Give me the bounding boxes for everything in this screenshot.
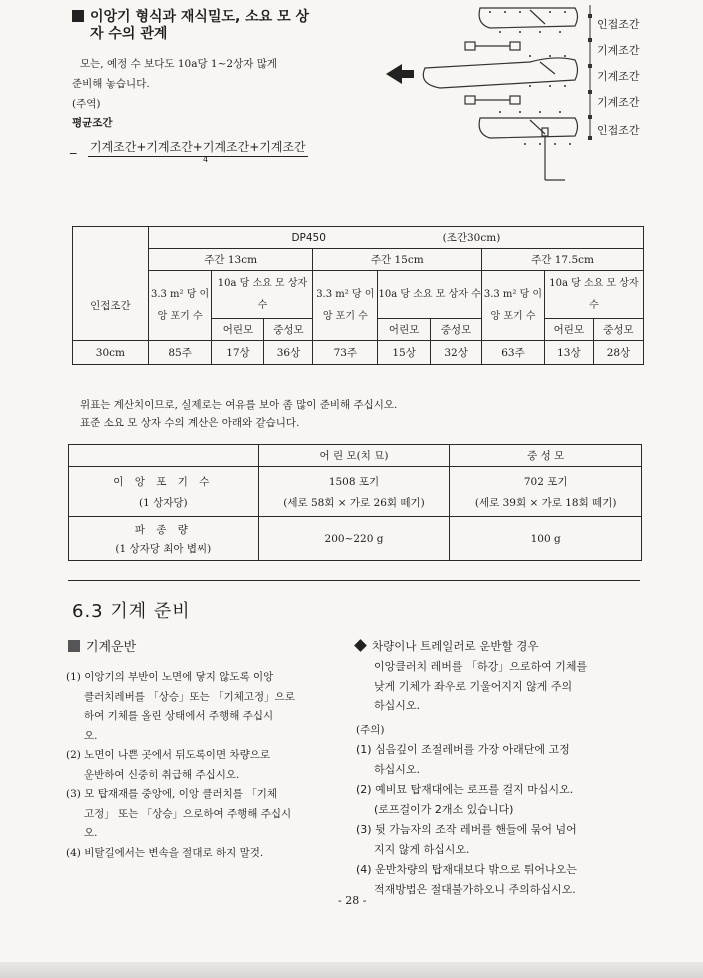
machine-middle (423, 58, 577, 104)
group-header-3: 주간 17.5cm (482, 249, 644, 271)
left-arrow-icon (386, 64, 414, 84)
formula-minus: _ (70, 140, 77, 155)
young-header-1: 어린모 (212, 319, 264, 341)
per-10a-header-3: 10a 당 소요 모 상자 수 (544, 271, 643, 319)
diamond-bullet-icon (354, 639, 367, 652)
young-cell-1: 17상 (212, 341, 264, 365)
right-list (356, 740, 656, 900)
mid-cell-3: 28상 (593, 341, 643, 365)
sub-heading-text: 기계운반 (86, 640, 137, 655)
para-line2: 준비해 놓습니다. (72, 78, 150, 90)
row-header: 인접조간 (73, 271, 149, 341)
machine-top (465, 8, 578, 50)
left-item-2a: (2) 노면이 나쁜 곳에서 뒤도록이면 차량으로 (66, 749, 270, 761)
t2-row2-label-main: 파 종 량 (134, 523, 192, 536)
machine-bottom (479, 118, 577, 180)
model-note: (조간30cm) (442, 232, 501, 244)
model-name: DP450 (291, 232, 326, 244)
plants-cell-2: 73주 (313, 341, 378, 365)
formula-numerator: 기계조간+기계조간+기계조간+기계조간 (88, 138, 308, 157)
square-bullet-icon (68, 640, 80, 652)
t2-col-mid: 중 성 모 (450, 445, 642, 467)
group-header-1: 주간 13cm (148, 249, 313, 271)
para-line1: 모는, 예정 수 보다도 10a당 1~2상자 많게 (80, 58, 278, 70)
mid-header-3: 중성모 (593, 319, 643, 341)
left-item-4: (4) 비탈길에서는 변속을 절대로 하지 말것. (66, 846, 264, 859)
model-header (148, 227, 643, 249)
t2-row2-mid: 100 g (450, 517, 642, 561)
t2-row1-label-main: 이 앙 포 기 수 (113, 475, 214, 488)
right-para-1: 이앙클러치 레버를 「하강」으로하여 기체를 (374, 660, 588, 673)
group-header-2: 주간 15cm (313, 249, 482, 271)
t2-row1-label-sub: (1 상자당) (139, 496, 188, 509)
left-list (66, 668, 346, 863)
right-para-3: 하십시오. (374, 699, 421, 712)
t2-row1-mid-main: 702 포기 (523, 475, 568, 488)
planting-diagram (380, 0, 703, 190)
square-bullet-icon (72, 10, 84, 22)
left-item-2b: 운반하여 신중히 취급해 주십시오. (84, 768, 240, 781)
per-area-header-1: 3.3 m² 당 이앙 포기 수 (148, 271, 212, 341)
left-item-3a: (3) 모 탑재재를 중앙에, 이앙 클러치를 「기체 (66, 788, 278, 800)
right-item-1a: (1) 심음깊이 조절레버를 가장 아래단에 고정 (356, 743, 570, 756)
per-area-header-2: 3.3 m² 당 이앙 포기 수 (313, 271, 378, 341)
per-10a-header-2: 10a 당 소요 모 상자 수 (378, 271, 482, 319)
right-heading-text: 차량이나 트레일러로 운반할 경우 (372, 639, 539, 653)
left-item-3c: 오. (84, 827, 98, 839)
right-item-1b: 하십시오. (374, 763, 421, 776)
sub-heading (68, 636, 136, 655)
right-item-3b: 지지 않게 하십시오. (374, 843, 470, 856)
young-cell-2: 15상 (378, 341, 431, 365)
right-heading (356, 638, 539, 654)
mid-cell-2: 32상 (431, 341, 482, 365)
section-title: 6.3 기계 준비 (72, 601, 191, 622)
page-number: - 28 - (338, 894, 367, 907)
per-10a-header-1: 10a 당 소요 모 상자 수 (212, 271, 313, 319)
right-para (374, 657, 664, 716)
t2-row2-young: 200~220 g (258, 517, 450, 561)
diagram-label-3: 기계조간 (597, 70, 640, 83)
right-item-4b: 적재방법은 절대불가하오니 주의하십시오. (374, 883, 576, 896)
formula-denominator: 4 (203, 155, 209, 164)
plants-cell-1: 85주 (148, 341, 212, 365)
left-item-1d: 오. (84, 729, 98, 742)
scan-edge (0, 962, 703, 978)
mid-text-line1: 위표는 계산치이므로, 실제로는 여유를 보아 좀 많이 준비해 주십시오. (80, 399, 398, 411)
seedling-table (68, 444, 642, 561)
right-para-2: 낮게 기체가 좌우로 기울어지지 않게 주의 (374, 679, 573, 693)
mid-text-line2: 표준 소요 모 상자 수의 계산은 아래와 같습니다. (80, 417, 300, 429)
plants-cell-3: 63주 (482, 341, 545, 365)
t2-row1-young-main: 1508 포기 (328, 475, 380, 488)
young-cell-3: 13상 (544, 341, 593, 365)
left-item-1c: 하여 기체를 올린 상태에서 주행해 주십시 (84, 710, 274, 722)
right-item-3a: (3) 뒷 가늠자의 조작 레버를 핸들에 묶어 넘어 (356, 823, 577, 836)
left-item-1b: 클러치레버를 「상승」또는 「기체고정」으로 (84, 690, 295, 703)
note-label: (주역) (72, 98, 101, 110)
young-header-2: 어린모 (378, 319, 431, 341)
young-header-3: 어린모 (544, 319, 593, 341)
diagram-label-4: 기계조간 (597, 96, 640, 109)
heading-line2: 자 수의 관계 (90, 26, 168, 42)
t2-row1-mid (450, 467, 642, 517)
t2-col-young: 어 린 모(치 묘) (258, 445, 450, 467)
avg-label: 평균조간 (72, 117, 113, 129)
right-note: (주의) (356, 724, 385, 736)
right-item-2b: (로프걸이가 2개소 있습니다) (374, 803, 514, 816)
left-item-3b: 고정」 또는 「상승」으로하여 주행해 주십시 (84, 807, 292, 820)
mid-header-1: 중성모 (264, 319, 313, 341)
section-divider (68, 580, 640, 581)
diagram-label-1: 인접조간 (597, 18, 640, 31)
t2-row1-mid-sub: (세로 39회 × 가로 18회 떼기) (474, 496, 617, 509)
t2-row1-young (258, 467, 450, 517)
right-item-4a: (4) 운반차량의 탑재대보다 밖으로 튀어나오는 (356, 863, 577, 876)
t2-row1-young-sub: (세로 58회 × 가로 26회 떼기) (283, 496, 425, 509)
left-item-1a: (1) 이앙기의 부반이 노면에 닿지 않도록 이앙 (66, 671, 274, 683)
heading-text-1: 이앙기 형식과 재식밀도, 소요 모 상 (90, 9, 310, 25)
t2-row1-label (69, 467, 259, 517)
t2-corner (69, 445, 259, 467)
diagram-label-2: 기계조간 (597, 44, 640, 57)
per-area-header-3: 3.3 m² 당 이앙 포기 수 (482, 271, 545, 341)
diagram-label-5: 인접조간 (597, 124, 640, 137)
spacing-cell: 30cm (73, 341, 149, 365)
t2-row2-label-sub: (1 상자당 최아 볍씨) (115, 542, 212, 555)
corner-cell (73, 227, 149, 271)
right-item-2a: (2) 예비묘 탑재대에는 로프를 걸지 마십시오. (356, 783, 574, 796)
t2-row2-label (69, 517, 259, 561)
mid-cell-1: 36상 (264, 341, 313, 365)
planting-table (72, 226, 644, 365)
mid-header-2: 중성모 (431, 319, 482, 341)
